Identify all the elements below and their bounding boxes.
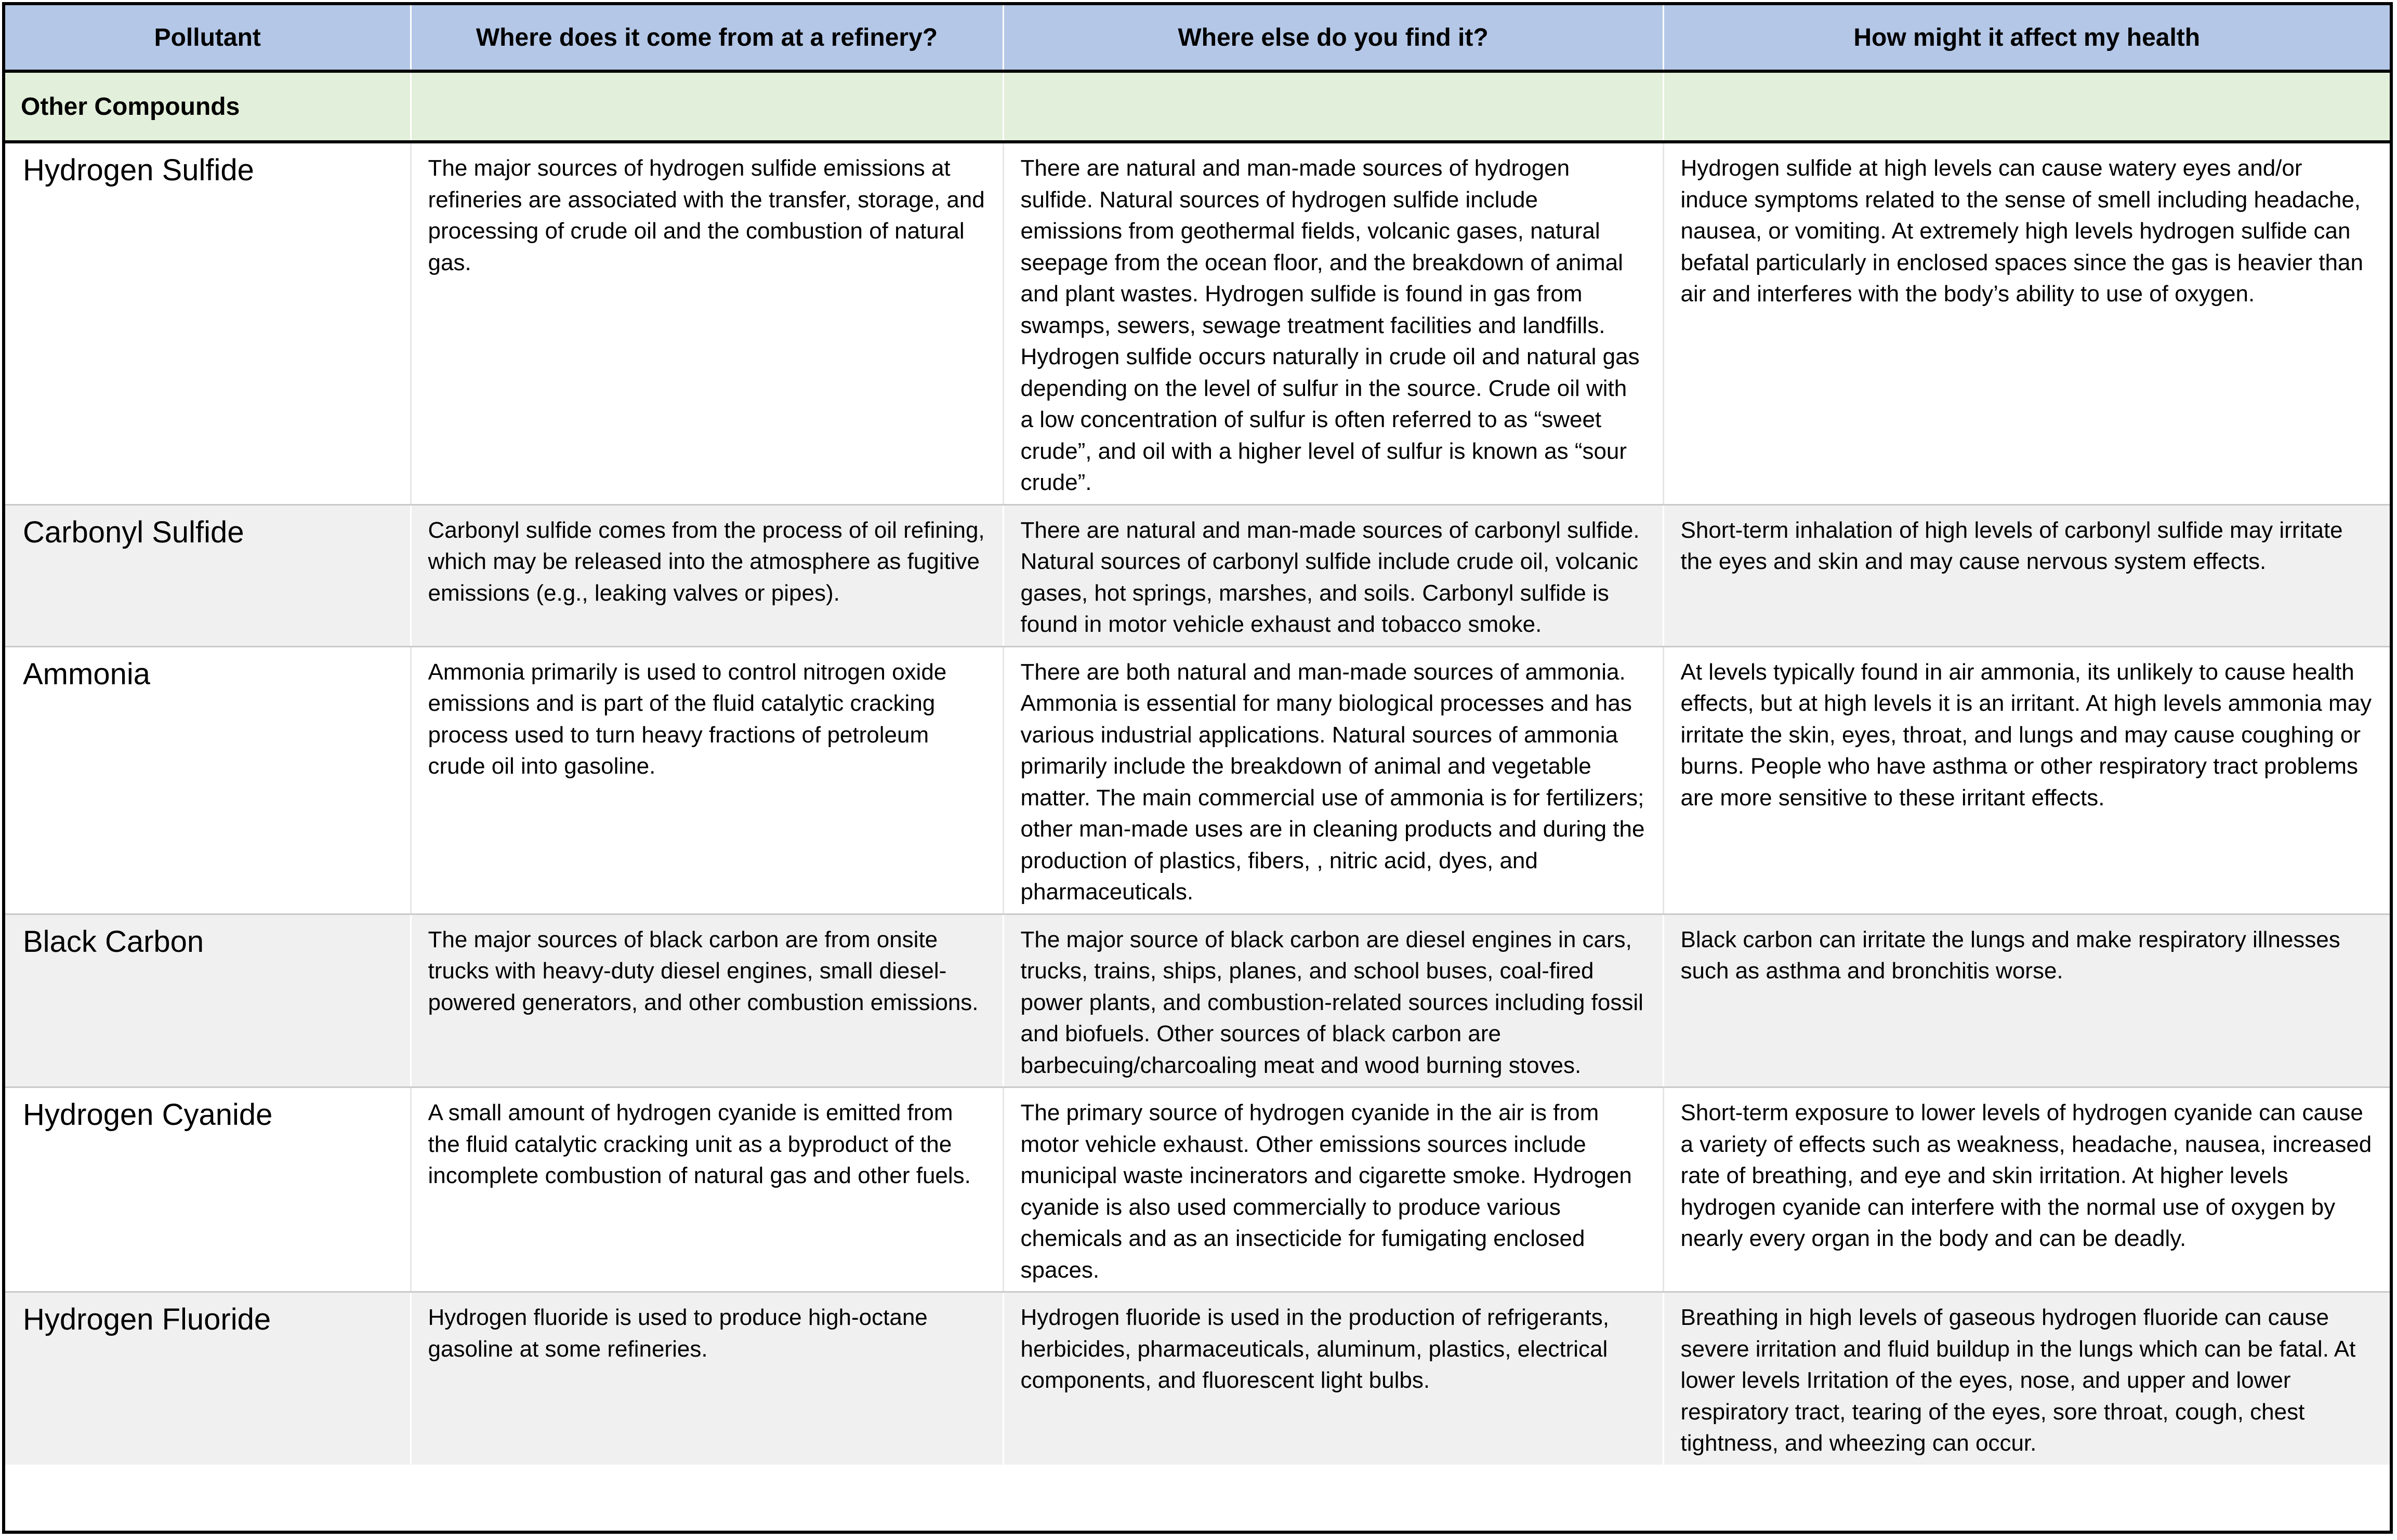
header-row [5,5,2390,71]
table-row [5,914,2390,1087]
section-empty-cell [1663,71,2390,142]
pollutant-name: Hydrogen Sulfide [5,142,411,505]
section-empty-cell [411,71,1003,142]
pollutant-name: Hydrogen Cyanide [5,1087,411,1292]
refinery-source-cell: Hydrogen fluoride is used to produce high-octane gasoline at some refineries. [411,1292,1003,1465]
health-effect-cell: Hydrogen sulfide at high levels can cause watery eyes and/or induce symptoms related to the sense of smell including headache, nausea, or vomiting. At extremely high levels hydrogen sulfide can befatal particularly in enclosed spaces since the gas is heavier than air and interferes with the body’s ability to use of oxygen. [1663,142,2390,505]
other-source-cell: Hydrogen fluoride is used in the production of refrigerants, herbicides, pharmaceuticals, aluminum, plastics, electrical components, and fluorescent light bulbs. [1003,1292,1663,1465]
refinery-source-cell: Carbonyl sulfide comes from the process of oil refining, which may be released into the atmosphere as fugitive emissions (e.g., leaking valves or pipes). [411,505,1003,646]
other-source-cell: The primary source of hydrogen cyanide in the air is from motor vehicle exhaust. Other emissions sources include municipal waste incinerators and cigarette smoke. Hydrogen cyanide is also used commercially to produce various chemicals and as an insecticide for fumigating enclosed spaces. [1003,1087,1663,1292]
health-effect-cell: Short-term exposure to lower levels of hydrogen cyanide can cause a variety of effects such as weakness, headache, nausea, increased rate of breathing, and eye and skin irritation. At higher levels hydrogen cyanide can interfere with the normal use of oxygen by nearly every organ in the body and can be deadly. [1663,1087,2390,1292]
header-refinery-source: Where does it come from at a refinery? [411,5,1003,71]
header-health: How might it affect my health [1663,5,2390,71]
table-row [5,505,2390,646]
pollutant-name: Carbonyl Sulfide [5,505,411,646]
other-source-cell: The major source of black carbon are diesel engines in cars, trucks, trains, ships, planes, and school buses, coal-fired power plants, and combustion-related sources including fossil and biofuels. Other sources of black carbon are barbecuing/charcoaling meat and wood burning stoves. [1003,914,1663,1087]
table-row [5,646,2390,914]
refinery-source-cell: The major sources of black carbon are from onsite trucks with heavy-duty diesel engines, small diesel-powered generators, and other combustion emissions. [411,914,1003,1087]
section-row [5,71,2390,142]
pollutant-name: Hydrogen Fluoride [5,1292,411,1465]
refinery-source-cell: A small amount of hydrogen cyanide is emitted from the fluid catalytic cracking unit as a byproduct of the incomplete combustion of natural gas and other fuels. [411,1087,1003,1292]
health-effect-cell: At levels typically found in air ammonia, its unlikely to cause health effects, but at high levels it is an irritant. At high levels ammonia may irritate the skin, eyes, throat, and lungs and may cause coughing or burns. People who have asthma or other respiratory tract problems are more sensitive to these irritant effects. [1663,646,2390,914]
header-other-source: Where else do you find it? [1003,5,1663,71]
section-title: Other Compounds [5,71,411,142]
health-effect-cell: Black carbon can irritate the lungs and make respiratory illnesses such as asthma and bronchitis worse. [1663,914,2390,1087]
header-pollutant: Pollutant [5,5,411,71]
section-empty-cell [1003,71,1663,142]
other-source-cell: There are both natural and man-made sources of ammonia. Ammonia is essential for many biological processes and has various industrial applications. Natural sources of ammonia primarily include the breakdown of animal and vegetable matter. The main commercial use of ammonia is for fertilizers; other man-made uses are in cleaning products and during the production of plastics, fibers, , nitric acid, dyes, and pharmaceuticals. [1003,646,1663,914]
table-row [5,1292,2390,1465]
health-effect-cell: Short-term inhalation of high levels of carbonyl sulfide may irritate the eyes and skin and may cause nervous system effects. [1663,505,2390,646]
refinery-source-cell: Ammonia primarily is used to control nitrogen oxide emissions and is part of the fluid catalytic cracking process used to turn heavy fractions of petroleum crude oil into gasoline. [411,646,1003,914]
pollutant-name: Black Carbon [5,914,411,1087]
other-source-cell: There are natural and man-made sources of carbonyl sulfide. Natural sources of carbonyl sulfide include crude oil, volcanic gases, hot springs, marshes, and soils. Carbonyl sulfide is found in motor vehicle exhaust and tobacco smoke. [1003,505,1663,646]
pollutant-name: Ammonia [5,646,411,914]
refinery-source-cell: The major sources of hydrogen sulfide emissions at refineries are associated with the transfer, storage, and processing of crude oil and the combustion of natural gas. [411,142,1003,505]
pollutant-table-container [2,2,2393,1534]
table-row [5,142,2390,505]
health-effect-cell: Breathing in high levels of gaseous hydrogen fluoride can cause severe irritation and fluid buildup in the lungs which can be fatal. At lower levels Irritation of the eyes, nose, and upper and lower respiratory tract, tearing of the eyes, sore throat, cough, chest tightness, and wheezing can occur. [1663,1292,2390,1465]
table-row [5,1087,2390,1292]
other-source-cell: There are natural and man-made sources of hydrogen sulfide. Natural sources of hydrogen sulfide include emissions from geothermal fields, volcanic gases, natural seepage from the ocean floor, and the breakdown of animal and plant wastes. Hydrogen sulfide is found in gas from swamps, sewers, sewage treatment facilities and landfills. Hydrogen sulfide occurs naturally in crude oil and natural gas depending on the level of sulfur in the source. Crude oil with a low concentration of sulfur is often referred to as “sweet crude”, and oil with a higher level of sulfur is known as “sour crude”. [1003,142,1663,505]
pollutant-table [5,5,2390,1465]
